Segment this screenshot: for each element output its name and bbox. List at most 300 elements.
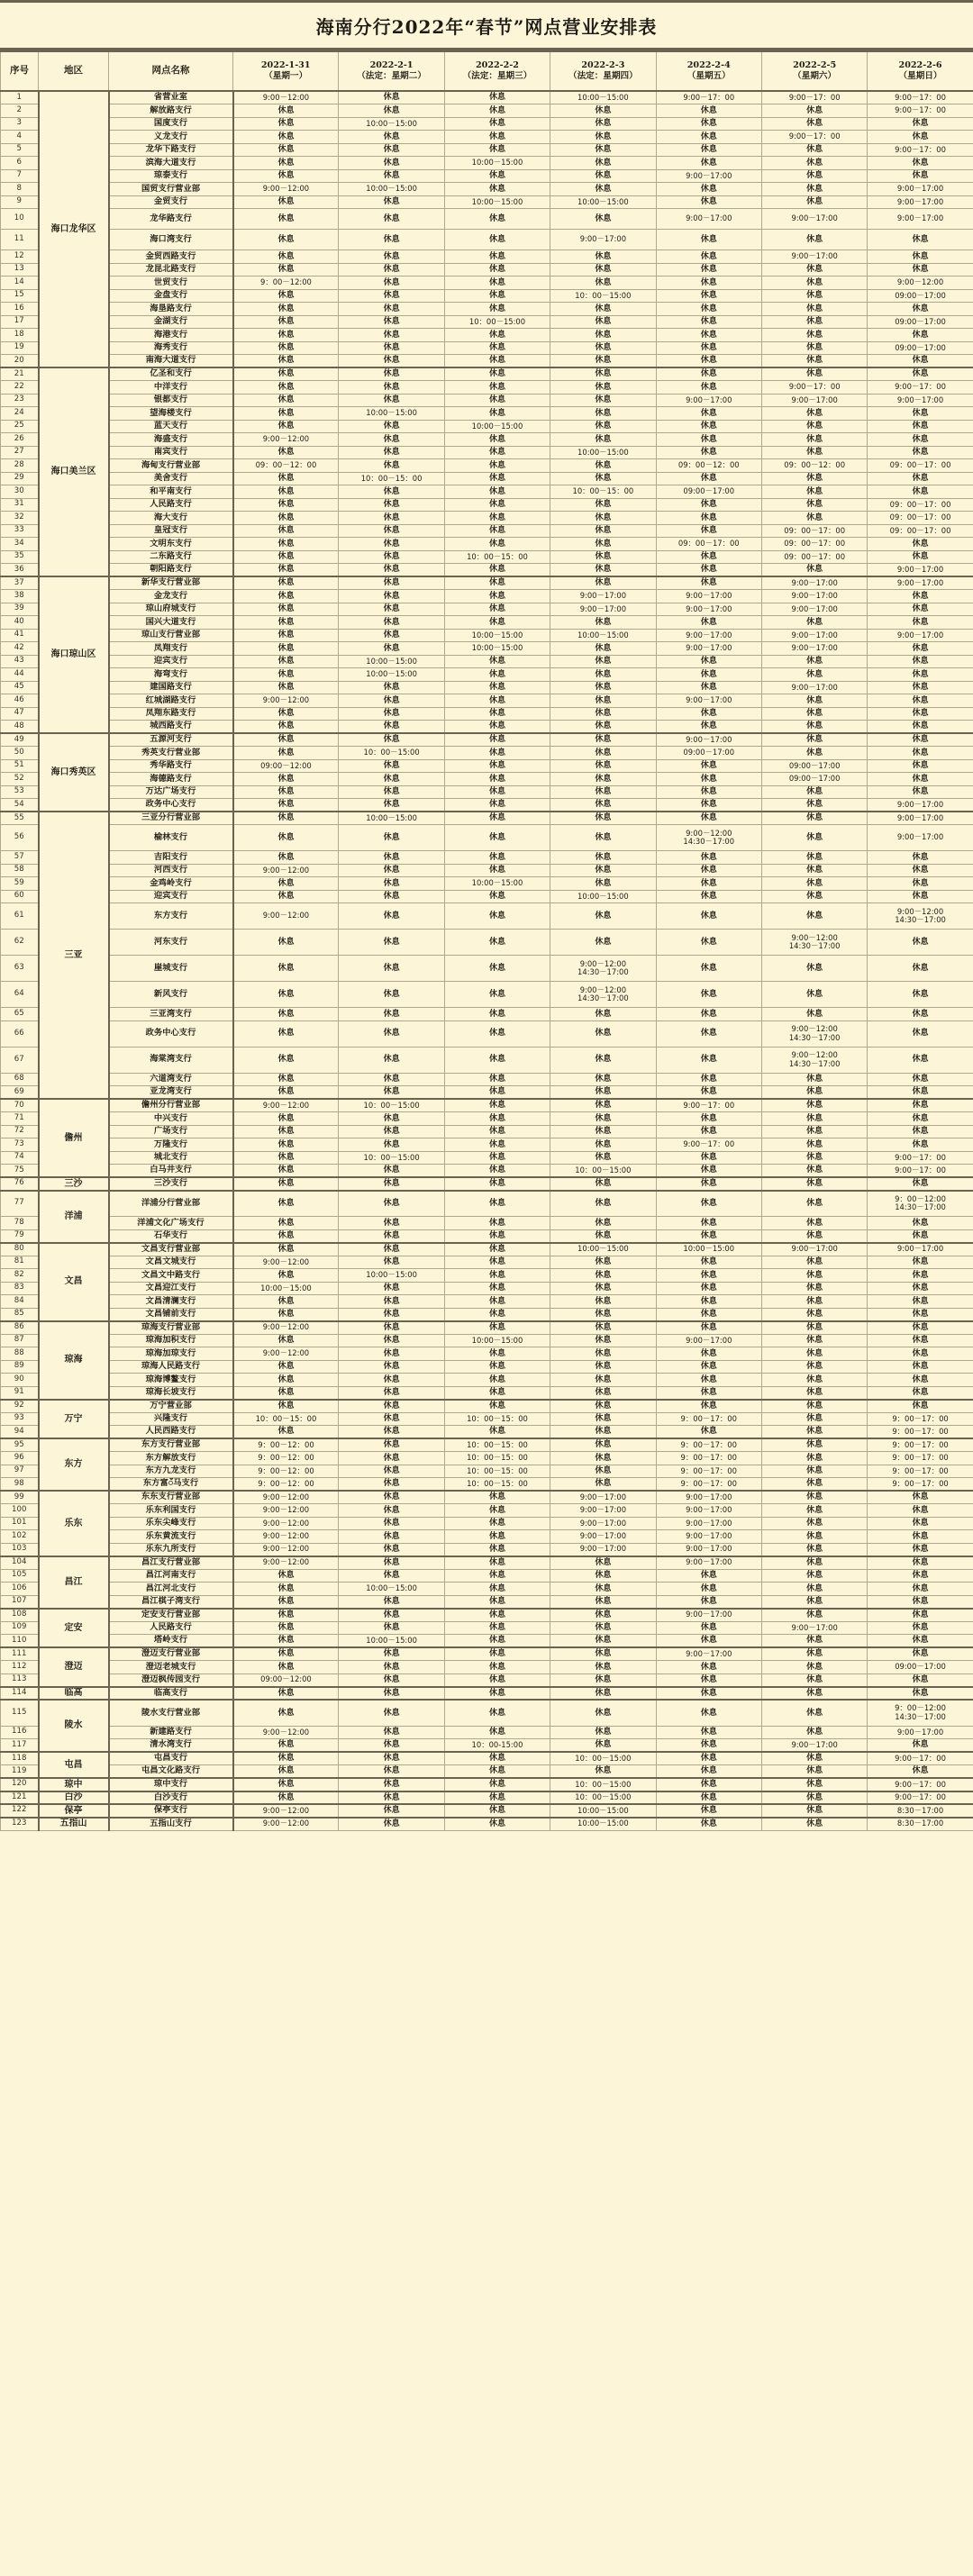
hours-cell-day-5: 休息 (761, 157, 867, 170)
table-row (1, 1217, 973, 1230)
branch-name-cell: 人民西路支行 (109, 1426, 233, 1439)
hours-cell-day-1: 休息 (339, 1752, 444, 1765)
row-index: 103 (1, 1543, 39, 1556)
hours-cell-day-2: 休息 (444, 747, 550, 760)
row-index: 81 (1, 1256, 39, 1269)
branch-name-cell: 中兴支行 (109, 1112, 233, 1126)
row-index: 86 (1, 1321, 39, 1335)
hours-cell-day-5: 9:00－12:00 14:30－17:00 (761, 930, 867, 956)
hours-cell-day-1: 休息 (339, 277, 444, 290)
hours-cell-day-3: 休息 (550, 668, 656, 682)
hours-cell-day-6: 休息 (868, 603, 973, 616)
hours-cell-day-1: 休息 (339, 1412, 444, 1426)
branch-name-cell: 世贸支行 (109, 277, 233, 290)
branch-name-cell: 保亭支行 (109, 1804, 233, 1818)
row-index: 54 (1, 799, 39, 812)
hours-cell-day-6: 休息 (868, 1360, 973, 1374)
row-index: 91 (1, 1386, 39, 1400)
hours-cell-day-2: 休息 (444, 903, 550, 930)
hours-cell-day-0: 休息 (233, 1621, 339, 1635)
branch-name-cell: 新华支行营业部 (109, 576, 233, 590)
region-cell: 保亭 (39, 1804, 109, 1818)
branch-name-cell: 政务中心支行 (109, 1020, 233, 1047)
hours-cell-day-1: 休息 (339, 381, 444, 395)
hours-cell-day-5: 休息 (761, 825, 867, 851)
hours-cell-day-4: 休息 (656, 329, 761, 342)
hours-cell-day-4: 9：00－17：00 (656, 1452, 761, 1465)
hours-cell-day-5: 休息 (761, 1086, 867, 1100)
table-row (1, 538, 973, 551)
hours-cell-day-4: 休息 (656, 1804, 761, 1818)
hours-cell-day-4: 休息 (656, 1818, 761, 1831)
hours-cell-day-0: 9：00－12：00 (233, 1465, 339, 1478)
hours-cell-day-2: 休息 (444, 773, 550, 786)
hours-cell-day-0: 9：00－12：00 (233, 1438, 339, 1452)
branch-name-cell: 文昌文中路支行 (109, 1269, 233, 1283)
hours-cell-day-5: 9:00－17：00 (761, 91, 867, 104)
hours-cell-day-6: 休息 (868, 982, 973, 1008)
branch-name-cell: 人民路支行 (109, 498, 233, 512)
row-index: 37 (1, 576, 39, 590)
hours-cell-day-2: 休息 (444, 785, 550, 799)
hours-cell-day-0: 休息 (233, 1308, 339, 1321)
row-index: 63 (1, 956, 39, 982)
hours-cell-day-5: 休息 (761, 1112, 867, 1126)
hours-cell-day-4: 09：00－17：00 (656, 538, 761, 551)
row-index: 36 (1, 564, 39, 577)
header-region: 地区 (39, 51, 109, 91)
hours-cell-day-2: 休息 (444, 91, 550, 104)
hours-cell-day-3: 休息 (550, 263, 656, 277)
hours-cell-day-3: 休息 (550, 143, 656, 157)
hours-cell-day-0: 休息 (233, 1073, 339, 1086)
hours-cell-day-4: 休息 (656, 1295, 761, 1309)
hours-cell-day-0: 9:00－12:00 (233, 1321, 339, 1335)
hours-cell-day-4: 休息 (656, 277, 761, 290)
hours-cell-day-6: 9:00－17:00 (868, 825, 973, 851)
hours-cell-day-3: 休息 (550, 616, 656, 630)
hours-cell-day-0: 9:00－12:00 (233, 694, 339, 708)
hours-cell-day-0: 休息 (233, 812, 339, 825)
hours-cell-day-4: 休息 (656, 1020, 761, 1047)
hours-cell-day-2: 休息 (444, 1595, 550, 1609)
hours-cell-day-0: 休息 (233, 1360, 339, 1374)
hours-cell-day-5: 休息 (761, 1504, 867, 1518)
hours-cell-day-2: 休息 (444, 183, 550, 196)
row-index: 96 (1, 1452, 39, 1465)
hours-cell-day-0: 休息 (233, 1151, 339, 1165)
hours-cell-day-1: 休息 (339, 773, 444, 786)
hours-cell-day-4: 休息 (656, 498, 761, 512)
hours-cell-day-6: 9：00－17：00 (868, 1412, 973, 1426)
row-index: 77 (1, 1191, 39, 1217)
hours-cell-day-2: 休息 (444, 538, 550, 551)
hours-cell-day-0: 休息 (233, 381, 339, 395)
table-row (1, 91, 973, 104)
hours-cell-day-0: 休息 (233, 1229, 339, 1243)
hours-cell-day-4: 休息 (656, 1726, 761, 1739)
hours-cell-day-6: 休息 (868, 485, 973, 499)
hours-cell-day-5: 09:00－17:00 (761, 759, 867, 773)
hours-cell-day-4: 休息 (656, 230, 761, 250)
table-row (1, 733, 973, 747)
hours-cell-day-2: 休息 (444, 1661, 550, 1674)
hours-cell-day-4: 休息 (656, 1269, 761, 1283)
hours-cell-day-5: 休息 (761, 289, 867, 303)
hours-cell-day-3: 休息 (550, 1347, 656, 1361)
hours-cell-day-5: 休息 (761, 1177, 867, 1191)
row-index: 23 (1, 394, 39, 407)
hours-cell-day-5: 休息 (761, 472, 867, 485)
hours-cell-day-6: 休息 (868, 329, 973, 342)
hours-cell-day-6: 9：00－12:00 14:30－17:00 (868, 1191, 973, 1217)
hours-cell-day-0: 休息 (233, 195, 339, 209)
row-index: 45 (1, 681, 39, 694)
hours-cell-day-6: 9:00－17:00 (868, 183, 973, 196)
hours-cell-day-1: 休息 (339, 446, 444, 459)
table-row (1, 1256, 973, 1269)
hours-cell-day-5: 休息 (761, 1099, 867, 1112)
hours-cell-day-3: 休息 (550, 1295, 656, 1309)
hours-cell-day-1: 10:00－15:00 (339, 117, 444, 131)
hours-cell-day-3: 休息 (550, 812, 656, 825)
row-index: 112 (1, 1661, 39, 1674)
hours-cell-day-2: 休息 (444, 681, 550, 694)
hours-cell-day-4: 休息 (656, 799, 761, 812)
row-index: 105 (1, 1569, 39, 1583)
hours-cell-day-0: 休息 (233, 629, 339, 642)
hours-cell-day-5: 休息 (761, 1452, 867, 1465)
hours-cell-day-5: 休息 (761, 1687, 867, 1701)
hours-cell-day-4: 休息 (656, 812, 761, 825)
hours-cell-day-6: 休息 (868, 367, 973, 381)
row-index: 70 (1, 1099, 39, 1112)
hours-cell-day-1: 休息 (339, 1621, 444, 1635)
row-index: 31 (1, 498, 39, 512)
hours-cell-day-2: 休息 (444, 329, 550, 342)
hours-cell-day-1: 休息 (339, 1400, 444, 1413)
hours-cell-day-3: 休息 (550, 394, 656, 407)
hours-cell-day-5: 休息 (761, 1595, 867, 1609)
hours-cell-day-2: 休息 (444, 707, 550, 721)
hours-cell-day-5: 休息 (761, 195, 867, 209)
hours-cell-day-2: 休息 (444, 355, 550, 368)
region-cell: 乐东 (39, 1491, 109, 1556)
hours-cell-day-0: 9:00－12:00 (233, 183, 339, 196)
hours-cell-day-5: 休息 (761, 1217, 867, 1230)
hours-cell-day-5: 休息 (761, 303, 867, 316)
hours-cell-day-0: 09：00－12：00 (233, 459, 339, 473)
hours-cell-day-4: 休息 (656, 1374, 761, 1387)
hours-cell-day-5: 9:00－17:00 (761, 1739, 867, 1753)
hours-cell-day-6: 休息 (868, 956, 973, 982)
region-cell: 洋浦 (39, 1191, 109, 1243)
table-row (1, 1700, 973, 1726)
hours-cell-day-6: 9:00－17:00 (868, 209, 973, 230)
hours-cell-day-5: 休息 (761, 1517, 867, 1530)
hours-cell-day-1: 休息 (339, 903, 444, 930)
hours-cell-day-5: 休息 (761, 1256, 867, 1269)
branch-name-cell: 石华支行 (109, 1229, 233, 1243)
hours-cell-day-0: 10:00－15:00 (233, 1282, 339, 1295)
branch-name-cell: 新建路支行 (109, 1726, 233, 1739)
hours-cell-day-4: 休息 (656, 433, 761, 447)
hours-cell-day-2: 休息 (444, 169, 550, 183)
branch-name-cell: 亚龙湾支行 (109, 1086, 233, 1100)
table-row (1, 1400, 973, 1413)
row-index: 76 (1, 1177, 39, 1191)
branch-name-cell: 东方解放支行 (109, 1452, 233, 1465)
hours-cell-day-4: 休息 (656, 289, 761, 303)
row-index: 108 (1, 1609, 39, 1622)
hours-cell-day-6: 9:00－17：00 (868, 143, 973, 157)
hours-cell-day-0: 休息 (233, 538, 339, 551)
hours-cell-day-1: 10:00－15:00 (339, 1583, 444, 1596)
hours-cell-day-4: 休息 (656, 1426, 761, 1439)
table-row (1, 394, 973, 407)
table-row (1, 1047, 973, 1073)
table-row (1, 1673, 973, 1687)
hours-cell-day-0: 9:00－12:00 (233, 1543, 339, 1556)
hours-cell-day-6: 休息 (868, 864, 973, 877)
row-index: 100 (1, 1504, 39, 1518)
hours-cell-day-4: 9:00－17:00 (656, 1647, 761, 1661)
hours-cell-day-4: 休息 (656, 1321, 761, 1335)
hours-cell-day-1: 休息 (339, 1191, 444, 1217)
hours-cell-day-6: 休息 (868, 590, 973, 603)
branch-name-cell: 兴隆支行 (109, 1412, 233, 1426)
hours-cell-day-3: 休息 (550, 1360, 656, 1374)
hours-cell-day-3: 休息 (550, 512, 656, 525)
table-row (1, 1765, 973, 1779)
hours-cell-day-3: 休息 (550, 209, 656, 230)
hours-cell-day-3: 9:00－17:00 (550, 1543, 656, 1556)
hours-cell-day-0: 休息 (233, 890, 339, 903)
hours-cell-day-0: 休息 (233, 1687, 339, 1701)
row-index: 62 (1, 930, 39, 956)
row-index: 65 (1, 1008, 39, 1021)
hours-cell-day-1: 休息 (339, 930, 444, 956)
table-row (1, 1609, 973, 1622)
hours-cell-day-5: 9:00－17:00 (761, 394, 867, 407)
row-index: 17 (1, 315, 39, 329)
hours-cell-day-1: 休息 (339, 721, 444, 734)
hours-cell-day-6: 休息 (868, 1347, 973, 1361)
hours-cell-day-6: 9:00－17:00 (868, 812, 973, 825)
hours-cell-day-0: 9：00－12：00 (233, 1452, 339, 1465)
hours-cell-day-4: 9:00－17:00 (656, 1530, 761, 1544)
hours-cell-day-0: 9：00－12：00 (233, 1478, 339, 1492)
table-row (1, 1008, 973, 1021)
hours-cell-day-4: 休息 (656, 1256, 761, 1269)
hours-cell-day-0: 休息 (233, 707, 339, 721)
hours-cell-day-3: 休息 (550, 1609, 656, 1622)
hours-cell-day-5: 休息 (761, 230, 867, 250)
table-row (1, 1804, 973, 1818)
hours-cell-day-5: 休息 (761, 355, 867, 368)
row-index: 67 (1, 1047, 39, 1073)
hours-cell-day-5: 休息 (761, 564, 867, 577)
hours-cell-day-2: 休息 (444, 1765, 550, 1779)
hours-cell-day-5: 09：00－17：00 (761, 538, 867, 551)
hours-cell-day-2: 休息 (444, 1295, 550, 1309)
hours-cell-day-4: 休息 (656, 1791, 761, 1805)
hours-cell-day-2: 休息 (444, 381, 550, 395)
hours-cell-day-6: 09:00－17:00 (868, 315, 973, 329)
row-index: 10 (1, 209, 39, 230)
hours-cell-day-6: 休息 (868, 616, 973, 630)
table-row (1, 877, 973, 891)
hours-cell-day-0: 休息 (233, 1334, 339, 1347)
hours-cell-day-4: 休息 (656, 1047, 761, 1073)
hours-cell-day-4: 休息 (656, 131, 761, 144)
hours-cell-day-3: 休息 (550, 303, 656, 316)
table-row (1, 472, 973, 485)
region-cell: 万宁 (39, 1400, 109, 1439)
hours-cell-day-2: 休息 (444, 433, 550, 447)
hours-cell-day-2: 10：00－15：00 (444, 550, 550, 564)
hours-cell-day-1: 休息 (339, 1047, 444, 1073)
hours-cell-day-0: 9:00－12:00 (233, 903, 339, 930)
table-row (1, 230, 973, 250)
hours-cell-day-5: 休息 (761, 433, 867, 447)
row-index: 15 (1, 289, 39, 303)
row-index: 52 (1, 773, 39, 786)
hours-cell-day-6: 休息 (868, 1086, 973, 1100)
branch-name-cell: 亿圣和支行 (109, 367, 233, 381)
table-row (1, 1073, 973, 1086)
hours-cell-day-1: 10：00－15:00 (339, 1099, 444, 1112)
hours-cell-day-3: 休息 (550, 1700, 656, 1726)
hours-cell-day-1: 休息 (339, 851, 444, 865)
hours-cell-day-3: 休息 (550, 564, 656, 577)
region-cell: 海口美兰区 (39, 367, 109, 576)
branch-name-cell: 城西路支行 (109, 721, 233, 734)
hours-cell-day-6: 9:00－17：00 (868, 1165, 973, 1178)
hours-cell-day-4: 休息 (656, 303, 761, 316)
hours-cell-day-2: 休息 (444, 1217, 550, 1230)
table-row (1, 407, 973, 421)
hours-cell-day-3: 休息 (550, 785, 656, 799)
hours-cell-day-5: 休息 (761, 407, 867, 421)
hours-cell-day-5: 休息 (761, 1609, 867, 1622)
hours-cell-day-2: 休息 (444, 1700, 550, 1726)
hours-cell-day-6: 休息 (868, 550, 973, 564)
row-index: 74 (1, 1151, 39, 1165)
hours-cell-day-4: 休息 (656, 759, 761, 773)
hours-cell-day-6: 休息 (868, 1556, 973, 1570)
hours-cell-day-5: 休息 (761, 707, 867, 721)
row-index: 78 (1, 1217, 39, 1230)
table-row (1, 381, 973, 395)
hours-cell-day-5: 休息 (761, 1465, 867, 1478)
hours-cell-day-1: 休息 (339, 329, 444, 342)
branch-name-cell: 乐东九所支行 (109, 1543, 233, 1556)
hours-cell-day-1: 休息 (339, 1778, 444, 1791)
hours-cell-day-6: 休息 (868, 642, 973, 656)
hours-cell-day-3: 休息 (550, 1073, 656, 1086)
hours-cell-day-6: 休息 (868, 263, 973, 277)
hours-cell-day-0: 9:00－12:00 (233, 91, 339, 104)
row-index: 43 (1, 655, 39, 668)
hours-cell-day-2: 休息 (444, 1569, 550, 1583)
hours-cell-day-6: 休息 (868, 1047, 973, 1073)
branch-name-cell: 河西支行 (109, 864, 233, 877)
table-row (1, 1386, 973, 1400)
hours-cell-day-2: 休息 (444, 394, 550, 407)
hours-cell-day-6: 8:30－17:00 (868, 1804, 973, 1818)
hours-cell-day-2: 休息 (444, 1673, 550, 1687)
branch-name-cell: 美舍支行 (109, 472, 233, 485)
table-row (1, 668, 973, 682)
branch-name-cell: 义龙支行 (109, 131, 233, 144)
hours-cell-day-3: 休息 (550, 550, 656, 564)
hours-cell-day-4: 09：00－12：00 (656, 459, 761, 473)
hours-cell-day-4: 09:00－17:00 (656, 747, 761, 760)
hours-cell-day-5: 休息 (761, 143, 867, 157)
hours-cell-day-5: 休息 (761, 446, 867, 459)
table-row (1, 1243, 973, 1256)
table-row (1, 131, 973, 144)
hours-cell-day-1: 休息 (339, 1086, 444, 1100)
table-row (1, 550, 973, 564)
hours-cell-day-0: 9:00－12:00 (233, 1556, 339, 1570)
hours-cell-day-1: 休息 (339, 1609, 444, 1622)
hours-cell-day-0: 休息 (233, 733, 339, 747)
branch-name-cell: 凤翔支行 (109, 642, 233, 656)
row-index: 90 (1, 1374, 39, 1387)
hours-cell-day-5: 休息 (761, 1269, 867, 1283)
row-index: 80 (1, 1243, 39, 1256)
hours-cell-day-0: 休息 (233, 550, 339, 564)
table-row (1, 524, 973, 538)
hours-cell-day-2: 休息 (444, 472, 550, 485)
hours-cell-day-6: 9:00－17：00 (868, 1151, 973, 1165)
row-index: 49 (1, 733, 39, 747)
hours-cell-day-3: 休息 (550, 1138, 656, 1152)
hours-cell-day-5: 9:00－17:00 (761, 250, 867, 264)
hours-cell-day-0: 休息 (233, 209, 339, 230)
branch-name-cell: 南海大道支行 (109, 355, 233, 368)
row-index: 88 (1, 1347, 39, 1361)
branch-name-cell: 万宁营业部 (109, 1400, 233, 1413)
hours-cell-day-3: 休息 (550, 472, 656, 485)
branch-name-cell: 琼海加积支行 (109, 1334, 233, 1347)
hours-cell-day-2: 休息 (444, 1112, 550, 1126)
hours-cell-day-5: 休息 (761, 1165, 867, 1178)
table-row (1, 642, 973, 656)
hours-cell-day-4: 休息 (656, 1347, 761, 1361)
hours-cell-day-3: 休息 (550, 721, 656, 734)
hours-cell-day-0: 休息 (233, 407, 339, 421)
header-day-4: 2022-2-4 （星期五） (656, 51, 761, 91)
hours-cell-day-1: 休息 (339, 1386, 444, 1400)
hours-cell-day-2: 休息 (444, 1635, 550, 1648)
hours-cell-day-4: 9：00－17：00 (656, 1465, 761, 1478)
hours-cell-day-2: 休息 (444, 564, 550, 577)
hours-cell-day-4: 休息 (656, 1008, 761, 1021)
hours-cell-day-0: 休息 (233, 721, 339, 734)
hours-cell-day-4: 休息 (656, 1282, 761, 1295)
hours-cell-day-2: 休息 (444, 209, 550, 230)
hours-cell-day-2: 休息 (444, 1347, 550, 1361)
hours-cell-day-6: 休息 (868, 1595, 973, 1609)
hours-cell-day-6: 9:00－17:00 (868, 195, 973, 209)
hours-cell-day-3: 休息 (550, 773, 656, 786)
hours-cell-day-4: 9:00－17:00 (656, 1609, 761, 1622)
branch-name-cell: 国度支行 (109, 117, 233, 131)
hours-cell-day-2: 10:00－15:00 (444, 642, 550, 656)
